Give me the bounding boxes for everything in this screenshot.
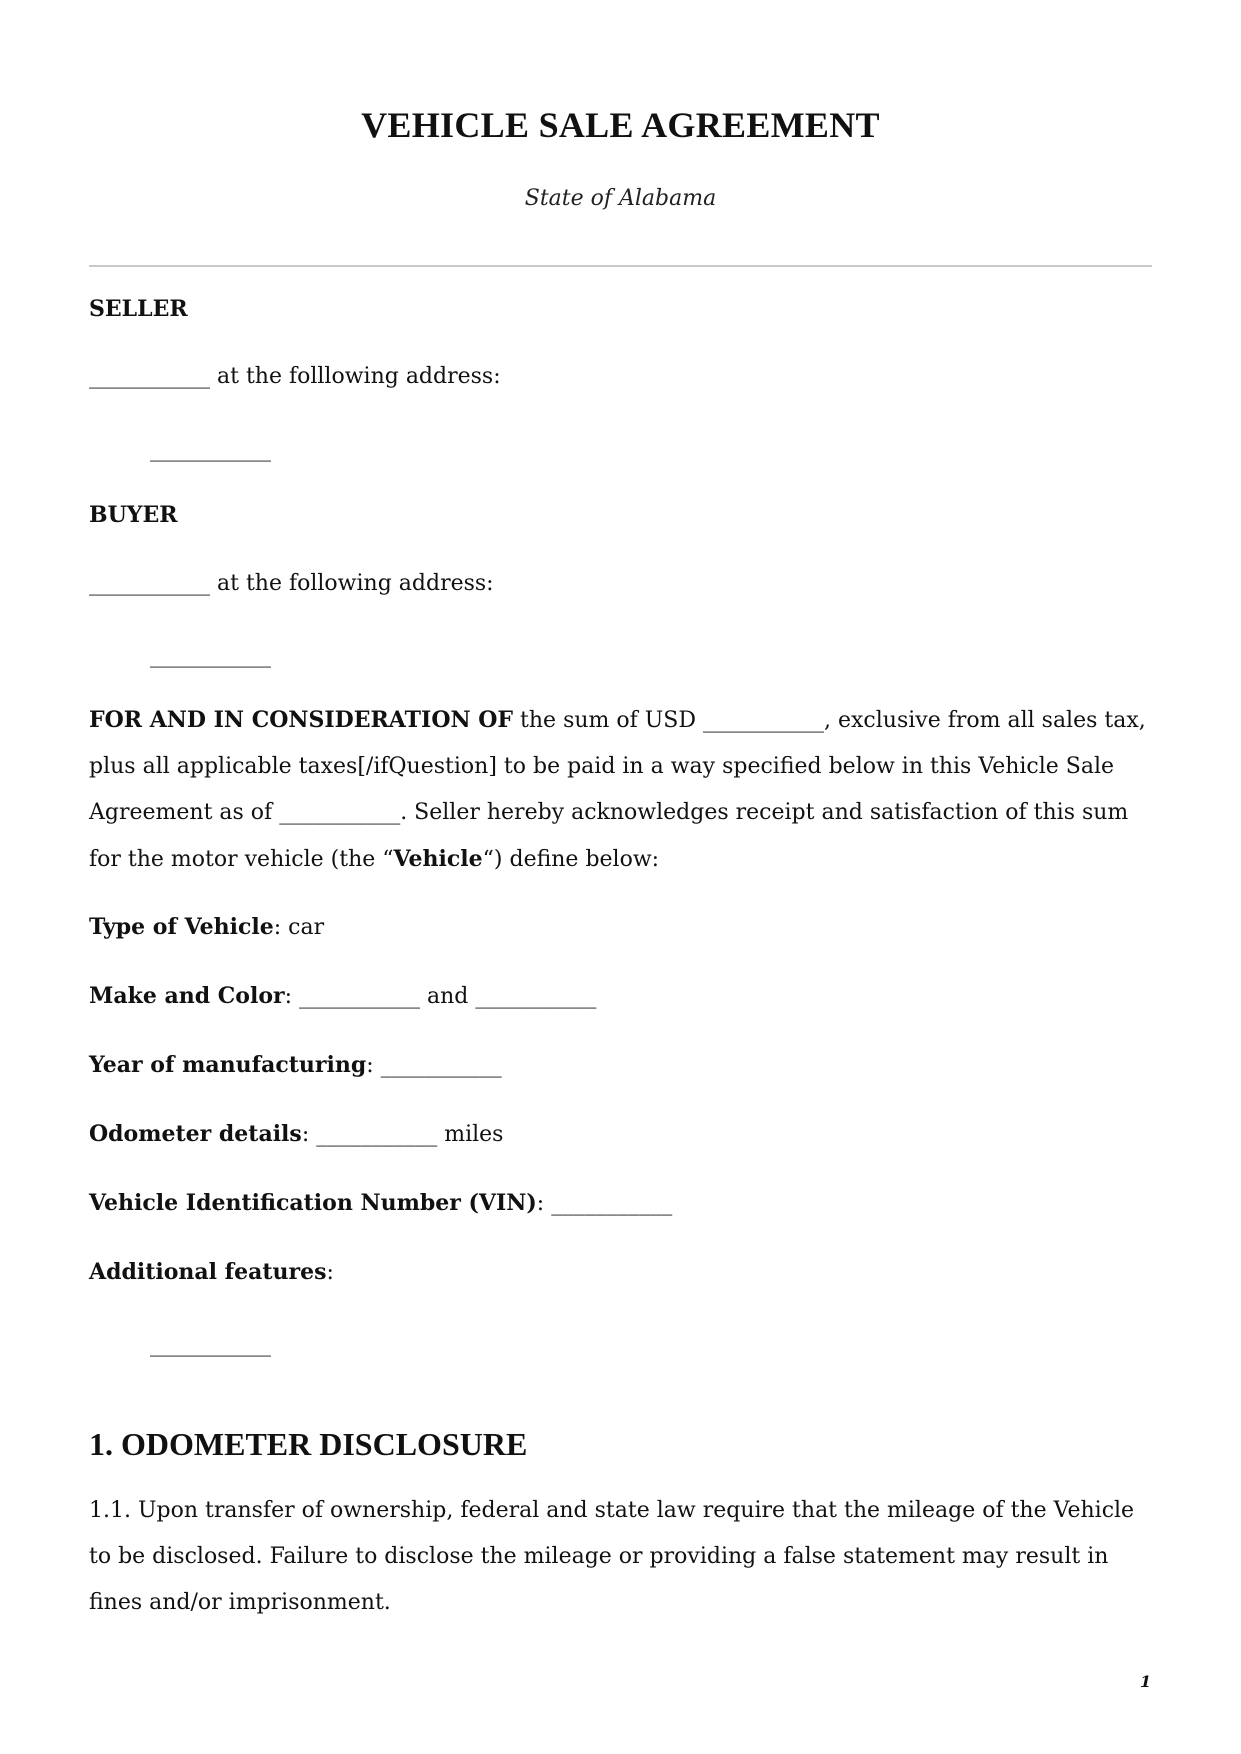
field-make-and-color xyxy=(89,983,596,1009)
field-label: Year of manufacturing xyxy=(89,1052,367,1078)
field-vin xyxy=(89,1190,672,1216)
field-odometer-details xyxy=(89,1121,503,1147)
field-additional-features xyxy=(89,1259,334,1285)
buyer-heading: BUYER xyxy=(89,502,178,528)
field-value: : ___________ and ___________ xyxy=(284,984,597,1009)
seller-heading: SELLER xyxy=(89,296,188,322)
consideration-text-2: “) define below: xyxy=(482,847,660,872)
field-value: : car xyxy=(273,915,325,940)
field-label: Vehicle Identification Number (VIN) xyxy=(89,1190,537,1216)
page-number: 1 xyxy=(1140,1672,1152,1691)
field-type-of-vehicle xyxy=(89,914,324,940)
header-divider xyxy=(89,265,1152,267)
section-1-paragraph: 1.1. Upon transfer of ownership, federal and state law require that the mileage of the Vehicle to be disclosed. Failure to disclose the mileage or providing a false statement may result in fines and/or imprisonment. xyxy=(89,1498,1135,1615)
consideration-text-1: the sum of USD ___________, exclusive from all sales tax, plus all applicable taxes[/ifQuestion] to be paid in a way specified below in this Vehicle Sale Agreement as of ___________. Seller hereby acknowledges receipt and satisfaction of this sum for the motor vehicle (the “ xyxy=(89,708,1146,872)
consideration-lead: FOR AND IN CONSIDERATION OF xyxy=(89,707,514,733)
field-label: Odometer details xyxy=(89,1121,302,1147)
field-label: Type of Vehicle xyxy=(89,914,274,940)
field-label: Make and Color xyxy=(89,983,285,1009)
field-value: : ___________ xyxy=(536,1191,673,1216)
document-title: VEHICLE SALE AGREEMENT xyxy=(361,105,880,145)
seller-line: ___________ at the folllowing address: xyxy=(89,364,501,389)
features-blank: ___________ xyxy=(150,1332,271,1357)
document-subtitle: State of Alabama xyxy=(524,186,717,211)
section-1-heading: 1. ODOMETER DISCLOSURE xyxy=(89,1426,528,1462)
buyer-line: ___________ at the following address: xyxy=(89,571,494,596)
field-value: : ___________ miles xyxy=(301,1122,504,1147)
field-value: : xyxy=(326,1260,334,1285)
field-year-of-manufacturing xyxy=(89,1052,502,1078)
vehicle-term: Vehicle xyxy=(393,846,483,872)
buyer-address-blank: ___________ xyxy=(150,643,271,668)
seller-address-blank: ___________ xyxy=(150,437,271,462)
consideration-paragraph xyxy=(89,697,1152,883)
field-label: Additional features xyxy=(89,1259,327,1285)
field-value: : ___________ xyxy=(366,1053,502,1078)
